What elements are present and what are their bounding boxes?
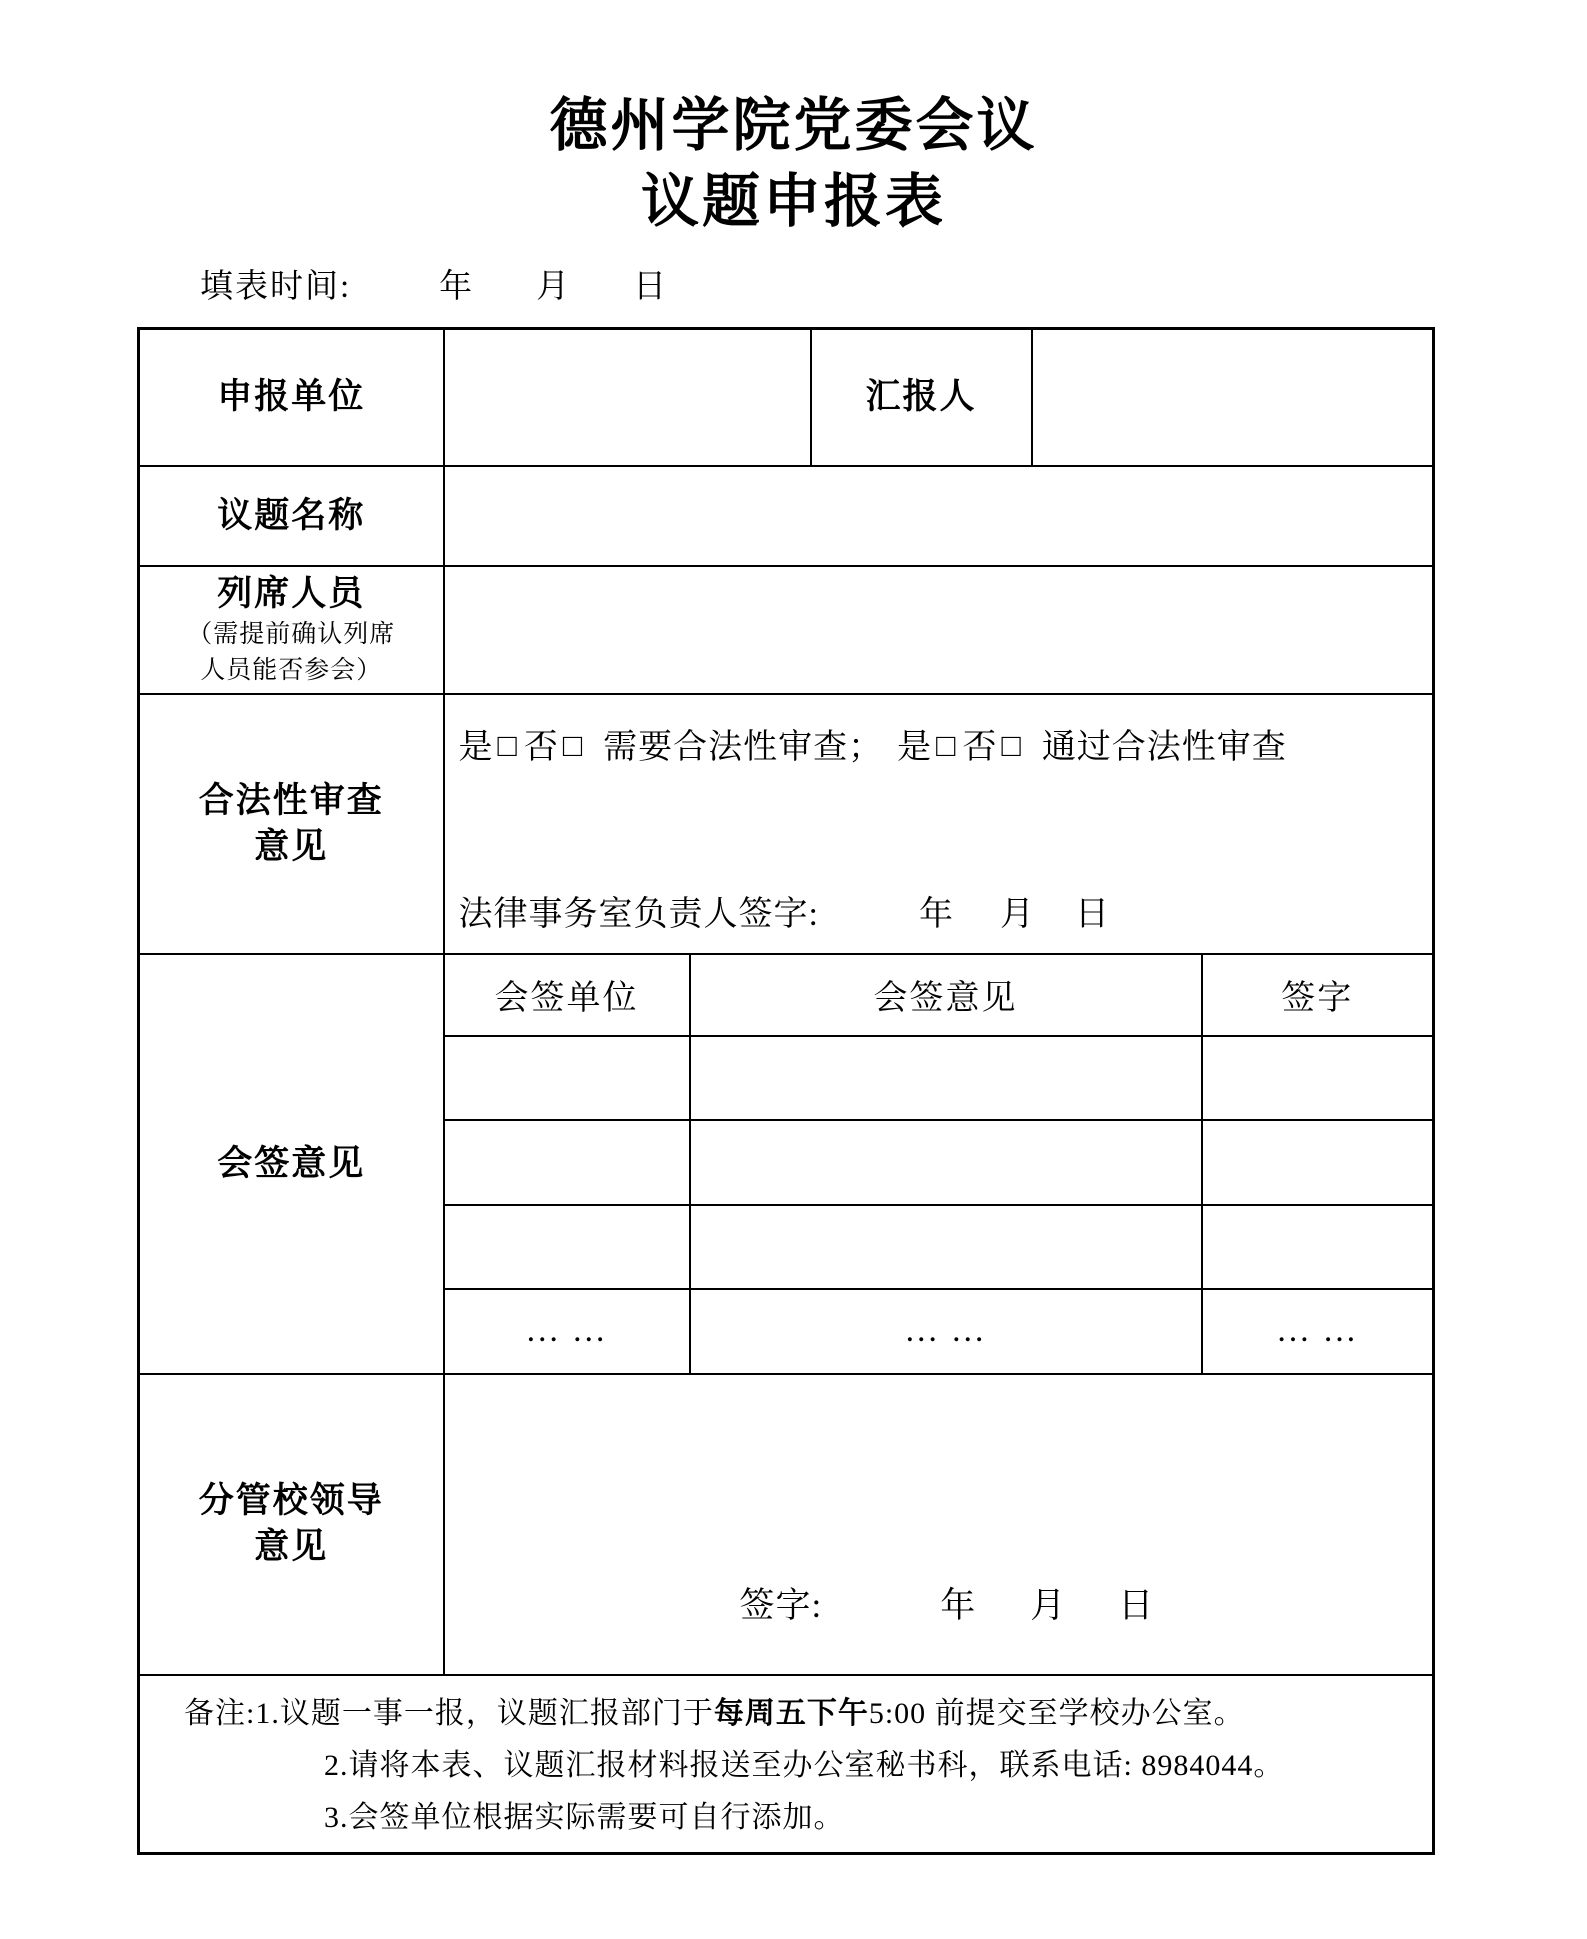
need-review-yes-checkbox[interactable]: □ <box>497 726 518 763</box>
attendees-value-cell[interactable] <box>444 566 1434 694</box>
countersign-col-unit: 会签单位 <box>444 954 690 1036</box>
leader-label-line1: 分管校领导 <box>198 1481 384 1520</box>
attendees-label: 列席人员 <box>217 573 366 613</box>
legality-content-cell <box>444 694 1434 954</box>
leader-opinion-cell[interactable] <box>444 1374 1434 1675</box>
fill-date-month: 月 <box>536 269 572 305</box>
leader-sign-month: 月 <box>1030 1585 1067 1625</box>
reporter-value-cell[interactable] <box>1032 329 1434 466</box>
fill-date-day: 日 <box>633 269 669 305</box>
legality-label-cell <box>139 694 444 954</box>
declare-unit-label: 申报单位 <box>139 329 444 466</box>
fill-date-year: 年 <box>439 269 475 305</box>
need-review-yes-label: 是 <box>458 728 494 766</box>
note-line-3: 3.会签单位根据实际需要可自行添加。 <box>324 1800 845 1834</box>
notes-cell <box>139 1675 1434 1854</box>
legality-label-line2: 意见 <box>254 826 329 866</box>
leader-sign-label: 签字: <box>739 1585 823 1625</box>
fill-date-label: 填表时间: <box>200 269 352 305</box>
legality-sign-month: 月 <box>999 895 1035 933</box>
countersign-unit-cell[interactable] <box>444 1205 690 1289</box>
legality-sign-year: 年 <box>918 895 954 933</box>
need-review-no-label: 否 <box>523 728 559 766</box>
form-title <box>0 88 1587 240</box>
row-topic-name <box>139 466 1434 566</box>
note-line-1 <box>184 1688 1412 1740</box>
countersign-opinion-cell[interactable] <box>690 1036 1202 1120</box>
countersign-opinion-cell[interactable] <box>690 1205 1202 1289</box>
note1-text-b: 5:00 前提交至学校办公室。 <box>868 1696 1245 1730</box>
pass-review-no-checkbox[interactable]: □ <box>1001 726 1022 763</box>
notes-prefix: 备注: <box>184 1696 256 1730</box>
note1-text-a: 议题一事一报，议题汇报部门于 <box>279 1696 714 1730</box>
row-attendees <box>139 566 1434 694</box>
pass-review-text: 通过合法性审查 <box>1041 728 1287 766</box>
need-review-text: 需要合法性审查； <box>603 728 884 766</box>
pass-review-yes-checkbox[interactable]: □ <box>936 726 957 763</box>
countersign-label: 会签意见 <box>139 954 444 1374</box>
legality-label-line1: 合法性审查 <box>198 780 384 820</box>
note1-bold-text: 每周五下午 <box>713 1696 869 1730</box>
leader-sign-year: 年 <box>940 1585 977 1625</box>
pass-review-yes-label: 是 <box>897 728 933 766</box>
countersign-sign-cell[interactable] <box>1202 1205 1434 1289</box>
pass-review-no-label: 否 <box>962 728 998 766</box>
attendees-label-cell <box>139 566 444 694</box>
countersign-header-row <box>139 954 1434 1036</box>
countersign-opinion-cell[interactable] <box>690 1120 1202 1205</box>
reporter-label: 汇报人 <box>811 329 1032 466</box>
attendees-note-line1: （需提前确认列席 <box>187 620 396 648</box>
legality-sign-label: 法律事务室负责人签字: <box>458 895 819 933</box>
form-title-line2: 议题申报表 <box>640 169 946 234</box>
fill-date-line <box>200 260 668 307</box>
countersign-sign-dots: … … <box>1202 1289 1434 1374</box>
row-legality-review <box>139 694 1434 954</box>
countersign-unit-cell[interactable] <box>444 1120 690 1205</box>
legality-check-line <box>459 719 1423 768</box>
row-leader-opinion <box>139 1374 1434 1675</box>
leader-sign-day: 日 <box>1118 1585 1155 1625</box>
application-form-table <box>137 327 1435 1855</box>
countersign-col-sign: 签字 <box>1202 954 1434 1036</box>
need-review-no-checkbox[interactable]: □ <box>562 726 584 763</box>
leader-label-line2: 意见 <box>254 1527 329 1566</box>
legality-sign-day: 日 <box>1074 895 1110 933</box>
countersign-col-opinion: 会签意见 <box>690 954 1202 1036</box>
leader-label-cell <box>139 1374 444 1675</box>
note-line-2: 2.请将本表、议题汇报材料报送至办公室秘书科，联系电话: 8984044。 <box>324 1748 1285 1782</box>
note1-number: 1. <box>255 1696 280 1730</box>
countersign-opinion-dots: … … <box>690 1289 1202 1374</box>
countersign-unit-cell[interactable] <box>444 1036 690 1120</box>
form-title-line1: 德州学院党委会议 <box>549 93 1038 158</box>
countersign-sign-cell[interactable] <box>1202 1120 1434 1205</box>
attendees-note-line2: 人员能否参会） <box>200 656 383 684</box>
countersign-unit-dots: … … <box>444 1289 690 1374</box>
topic-name-label: 议题名称 <box>139 466 444 566</box>
row-declare-unit <box>139 329 1434 466</box>
topic-name-value-cell[interactable] <box>444 466 1434 566</box>
legality-sign-line <box>459 886 1423 935</box>
declare-unit-value-cell[interactable] <box>444 329 811 466</box>
row-notes <box>139 1675 1434 1854</box>
leader-sign-line <box>740 1578 1155 1628</box>
countersign-sign-cell[interactable] <box>1202 1036 1434 1120</box>
